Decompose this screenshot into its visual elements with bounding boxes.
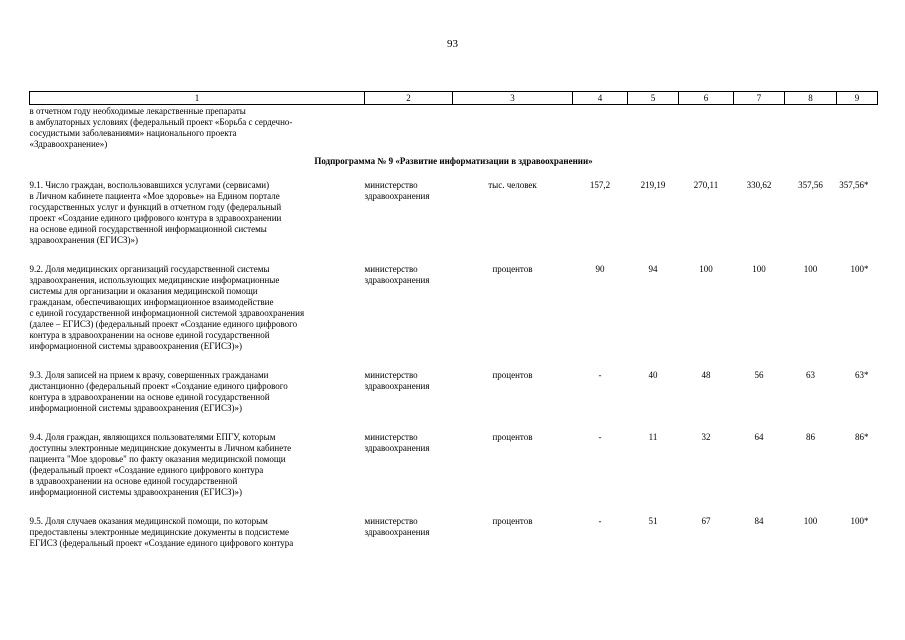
indicators-table	[29, 91, 878, 549]
text-line: предоставлены электронные медицинские документы в подсистеме	[29, 527, 290, 537]
value-col-7: 56	[754, 370, 764, 380]
text-line: контура в здравоохранении на основе единой государственной	[29, 330, 270, 340]
text-line: в отчетном году необходимые лекарственные препараты	[29, 106, 246, 116]
unit-of-measure: процентов	[492, 264, 533, 274]
responsible-executor	[365, 516, 453, 549]
text-line: министерство	[364, 370, 418, 380]
responsible-executor	[365, 432, 453, 516]
text-line: с единой государственной информационной системой здравоохранения	[29, 308, 305, 318]
continued-text-row	[30, 105, 878, 151]
column-number: 4	[573, 92, 628, 105]
indicator-row	[30, 370, 878, 432]
value-col-5: 219,19	[640, 180, 666, 190]
text-line: дистанционно (федеральный проект «Создание единого цифрового	[29, 381, 288, 391]
value-col-4: -	[598, 432, 602, 442]
subprogram-title: Подпрограмма № 9 «Развитие информатизации в здравоохранении»	[314, 156, 593, 166]
unit-of-measure: процентов	[492, 516, 533, 526]
value-col-7: 330,62	[746, 180, 772, 190]
text-line: здравоохранения, использующих медицинские информационные	[29, 275, 280, 285]
value-col-8: 100	[803, 516, 818, 526]
text-line: в здравоохранении на основе единой государственной	[29, 476, 238, 486]
value-col-6: 270,11	[693, 180, 719, 190]
value-col-9: 100*	[850, 264, 869, 274]
text-line: 9.4. Доля граждан, являющихся пользователями ЕПГУ, которым	[29, 432, 276, 442]
column-number-row	[30, 92, 878, 105]
unit-of-measure: процентов	[492, 432, 533, 442]
value-col-8: 357,56	[798, 180, 823, 190]
text-line: проект «Создание единого цифрового контура в здравоохранении	[29, 213, 282, 223]
column-number: 3	[453, 92, 573, 105]
column-number: 8	[785, 92, 837, 105]
value-col-6: 48	[701, 370, 711, 380]
column-number: 6	[679, 92, 734, 105]
text-line: ЕГИСЗ (федеральный проект «Создание единого цифрового контура	[29, 538, 294, 548]
indicator-description	[30, 180, 365, 264]
value-col-5: 40	[648, 370, 658, 380]
subprogram-heading-row	[30, 150, 878, 180]
text-line: здравоохранения	[364, 191, 430, 201]
text-line: министерство	[364, 432, 418, 442]
value-col-7: 64	[754, 432, 764, 442]
text-line: здравоохранения	[364, 527, 430, 537]
text-line: в амбулаторных условиях (федеральный проект «Борьба с сердечно-	[29, 117, 293, 127]
value-col-7: 100	[752, 264, 766, 274]
indicator-description	[30, 516, 365, 549]
value-col-7: 84	[754, 516, 764, 526]
text-line: информационной системы здравоохранения (ЕГИСЗ)»)	[29, 403, 242, 413]
indicator-rows	[30, 180, 878, 549]
column-number: 9	[837, 92, 878, 105]
value-col-5: 94	[648, 264, 658, 274]
value-col-4: 90	[595, 264, 605, 274]
indicator-row	[30, 180, 878, 264]
responsible-executor	[365, 264, 453, 370]
value-col-6: 32	[701, 432, 711, 442]
continued-description	[30, 105, 365, 151]
indicator-description	[30, 432, 365, 516]
text-line: гражданам, обеспечивающих информационное взаимодействие	[29, 297, 274, 307]
text-line: 9.1. Число граждан, воспользовавшихся услугами (сервисами)	[29, 180, 270, 190]
value-col-9: 357,56*	[839, 180, 869, 190]
unit-of-measure: процентов	[492, 370, 533, 380]
text-line: здравоохранения	[364, 443, 430, 453]
text-line: системы для организации и оказания медицинской помощи	[29, 286, 258, 296]
indicator-row	[30, 516, 878, 549]
text-line: здравоохранения (ЕГИСЗ)»)	[29, 235, 138, 245]
column-number: 7	[734, 92, 785, 105]
indicator-description	[30, 370, 365, 432]
responsible-executor	[365, 180, 453, 264]
text-line: 9.5. Доля случаев оказания медицинской помощи, по которым	[29, 516, 268, 526]
value-col-8: 63	[806, 370, 815, 380]
text-line: сосудистыми заболеваниями» национального проекта	[29, 128, 237, 138]
responsible-executor	[365, 370, 453, 432]
text-line: здравоохранения	[364, 275, 430, 285]
value-col-4: 157,2	[589, 180, 611, 190]
text-line: (далее – ЕГИСЗ) (федеральный проект «Создание единого цифрового	[29, 319, 298, 329]
text-line: «Здравоохранение»)	[29, 139, 108, 149]
text-line: министерство	[364, 180, 418, 190]
text-line: министерство	[364, 516, 418, 526]
text-line: здравоохранения	[364, 381, 430, 391]
text-line: 9.3. Доля записей на прием к врачу, совершенных гражданами	[29, 370, 269, 380]
page-number: 93	[447, 38, 458, 50]
text-line: 9.2. Доля медицинских организаций государственной системы	[29, 264, 270, 274]
unit-of-measure: тыс. человек	[488, 180, 537, 190]
text-line: информационной системы здравоохранения (ЕГИСЗ)»)	[29, 487, 242, 497]
text-line: министерство	[364, 264, 418, 274]
column-number: 1	[30, 92, 365, 105]
text-line: доступны электронные медицинские документы в Личном кабинете	[29, 443, 292, 453]
value-col-9: 86*	[855, 432, 869, 442]
text-line: пациента "Мое здоровье" по факту оказания медицинской помощи	[29, 454, 286, 464]
value-col-8: 100	[803, 264, 818, 274]
indicator-description	[30, 264, 365, 370]
value-col-9: 63*	[855, 370, 869, 380]
value-col-4: -	[598, 516, 602, 526]
column-number: 2	[365, 92, 453, 105]
text-line: (федеральный проект «Создание единого цифрового контура	[29, 465, 264, 475]
text-line: в Личном кабинете пациента «Мое здоровье» на Едином портале	[29, 191, 280, 201]
value-col-6: 100	[699, 264, 713, 274]
column-number: 5	[628, 92, 679, 105]
indicator-row	[30, 432, 878, 516]
text-line: информационной системы здравоохранения (ЕГИСЗ)»)	[29, 341, 242, 351]
value-col-5: 11	[648, 432, 658, 442]
value-col-4: -	[598, 370, 602, 380]
text-line: на основе единой государственной информационной системы	[29, 224, 267, 234]
indicator-row	[30, 264, 878, 370]
value-col-6: 67	[701, 516, 711, 526]
value-col-5: 51	[648, 516, 658, 526]
value-col-9: 100*	[850, 516, 869, 526]
text-line: государственных услуг и функций в отчетном году (федеральный	[29, 202, 282, 212]
value-col-8: 86	[806, 432, 815, 442]
text-line: контура в здравоохранении на основе единой государственной	[29, 392, 270, 402]
